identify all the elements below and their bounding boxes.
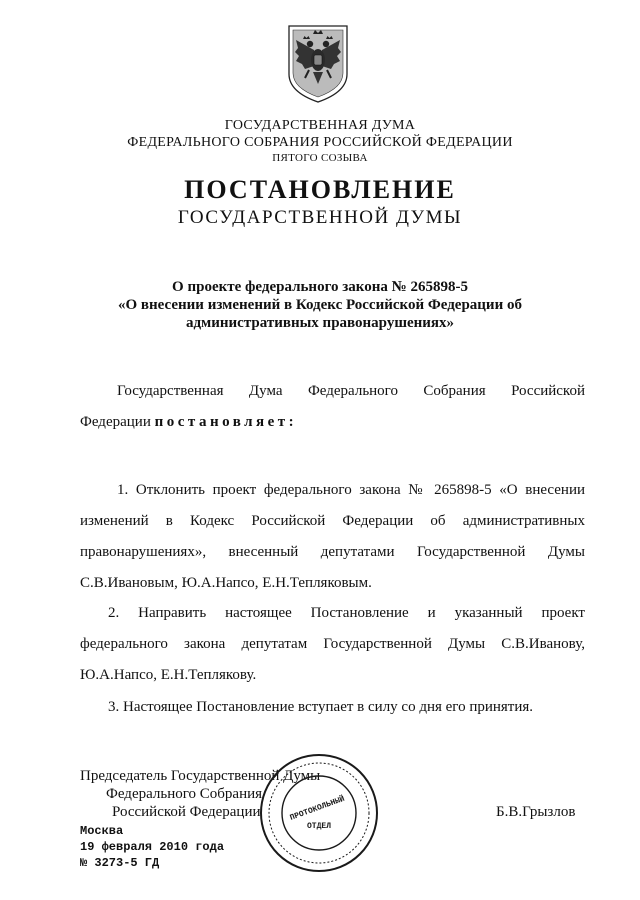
preamble-line-2: [80, 414, 297, 431]
stamp-text-top: ПРОТОКОЛЬНЫЙ: [288, 794, 347, 823]
item-2-line-1: 2. Направить настоящее Постановление и указанный проект: [108, 605, 585, 621]
item-3-line-1: 3. Настоящее Постановление вступает в силу со дня его принятия.: [108, 699, 534, 715]
subject-line-2: «О внесении изменений в Кодекс Российской Федерации об: [118, 297, 522, 313]
item-1-line-4: С.В.Ивановым, Ю.А.Напсо, Е.Н.Тепляковым.: [80, 575, 372, 591]
footer-city: Москва: [80, 824, 124, 838]
footer-number: № 3273-5 ГД: [80, 856, 160, 870]
item-1-line-1: 1. Отклонить проект федерального закона № 265898-5 «О внесении: [117, 482, 585, 498]
org-line-2: ФЕДЕРАЛЬНОГО СОБРАНИЯ РОССИЙСКОЙ ФЕДЕРАЦИИ: [127, 135, 513, 150]
preamble-federation-word: Федерации: [80, 414, 151, 430]
org-line-1: ГОСУДАРСТВЕННАЯ ДУМА: [224, 118, 416, 133]
subject-line-3: административных правонарушениях»: [185, 315, 455, 331]
document-title: ПОСТАНОВЛЕНИЕ: [184, 175, 456, 204]
subject-line-1: О проекте федерального закона № 265898-5: [172, 279, 468, 295]
signer-position-line-3: Российской Федерации: [112, 804, 261, 820]
item-1-line-2: изменений в Кодекс Российской Федерации об административных: [80, 513, 585, 529]
decrees-word: постановляет:: [154, 414, 298, 430]
stamp-text-bottom: ОТДЕЛ: [306, 822, 332, 831]
signer-position-line-1: Председатель Государственной Думы: [80, 768, 321, 784]
footer-date: 19 февраля 2010 года: [80, 840, 225, 854]
official-stamp: [258, 752, 380, 874]
document-subtitle: ГОСУДАРСТВЕННОЙ ДУМЫ: [177, 207, 463, 228]
item-1-line-3: правонарушениях», внесенный депутатами Государственной Думы: [80, 544, 585, 560]
preamble-line-1: Государственная Дума Федерального Собрания Российской: [117, 383, 585, 399]
signer-name: Б.В.Грызлов: [496, 804, 576, 820]
item-2-line-2: федерального закона депутатам Государственной Думы С.В.Иванову,: [80, 636, 585, 652]
coat-of-arms-emblem: [283, 22, 353, 104]
item-2-line-3: Ю.А.Напсо, Е.Н.Теплякову.: [80, 667, 257, 683]
signer-position-line-2: Федерального Собрания: [106, 786, 263, 802]
org-line-3: ПЯТОГО СОЗЫВА: [272, 152, 368, 164]
